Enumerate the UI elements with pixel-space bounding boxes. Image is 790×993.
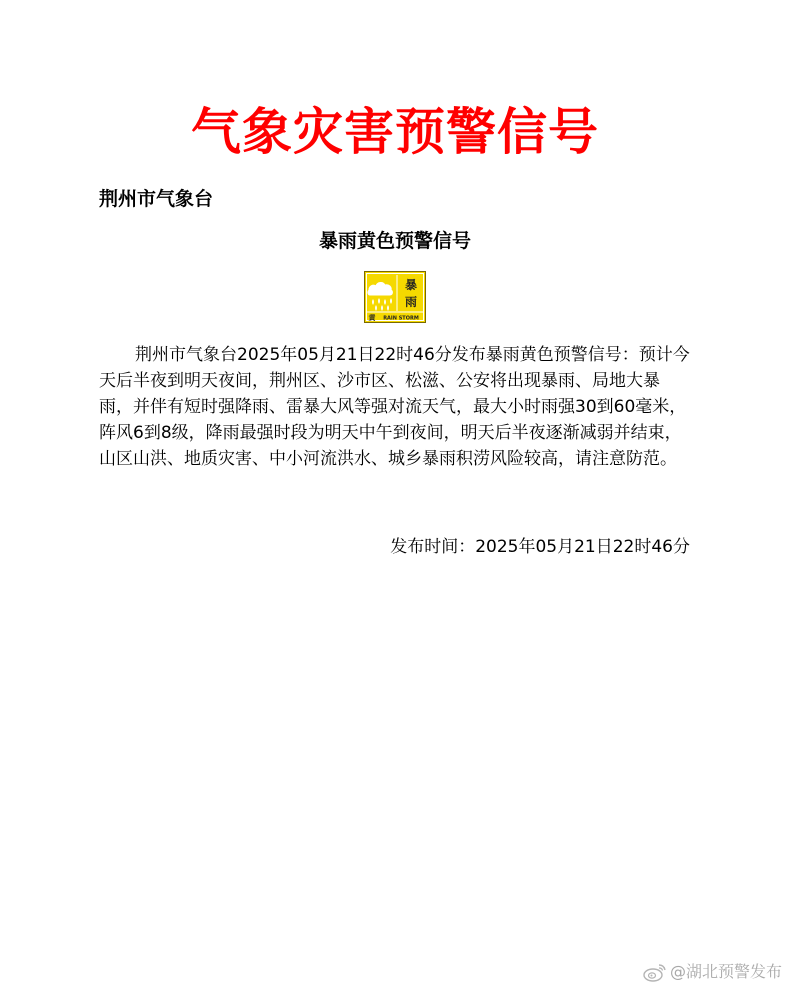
signal-icon-label-cn-1: 暴 <box>404 278 418 292</box>
rainstorm-yellow-icon <box>364 271 426 323</box>
watermark <box>643 961 782 983</box>
issuer-name: 荆州市气象台 <box>99 188 214 210</box>
signal-icon-label-cn-2: 雨 <box>404 295 418 309</box>
signal-title: 暴雨黄色预警信号 <box>318 230 471 252</box>
warning-body-text: 荆州市气象台2025年05月21日22时46分发布暴雨黄色预警信号：预计今天后半夜到明天夜间，荆州区、沙市区、松滋、公安将出现暴雨、局地大暴雨，并伴有短时强降雨、雷暴大风等强对流天气，最大小时雨强30到60毫米，阵风6到8级，降雨最强时段为明天中午到夜间，明天后半夜逐渐减弱并结束，山区山洪、地质灾害、中小河流洪水、城乡暴雨积涝风险较高，请注意防范。 <box>99 345 690 469</box>
page-title: 气象灾害预警信号 <box>191 103 599 161</box>
watermark-text: @湖北预警发布 <box>669 962 782 981</box>
signal-icon-label-en: RAIN STORM <box>383 315 419 322</box>
weibo-icon <box>643 962 667 982</box>
issue-time: 发布时间：2025年05月21日22时46分 <box>390 537 690 557</box>
signal-icon-color-label: 黄 <box>368 314 376 322</box>
